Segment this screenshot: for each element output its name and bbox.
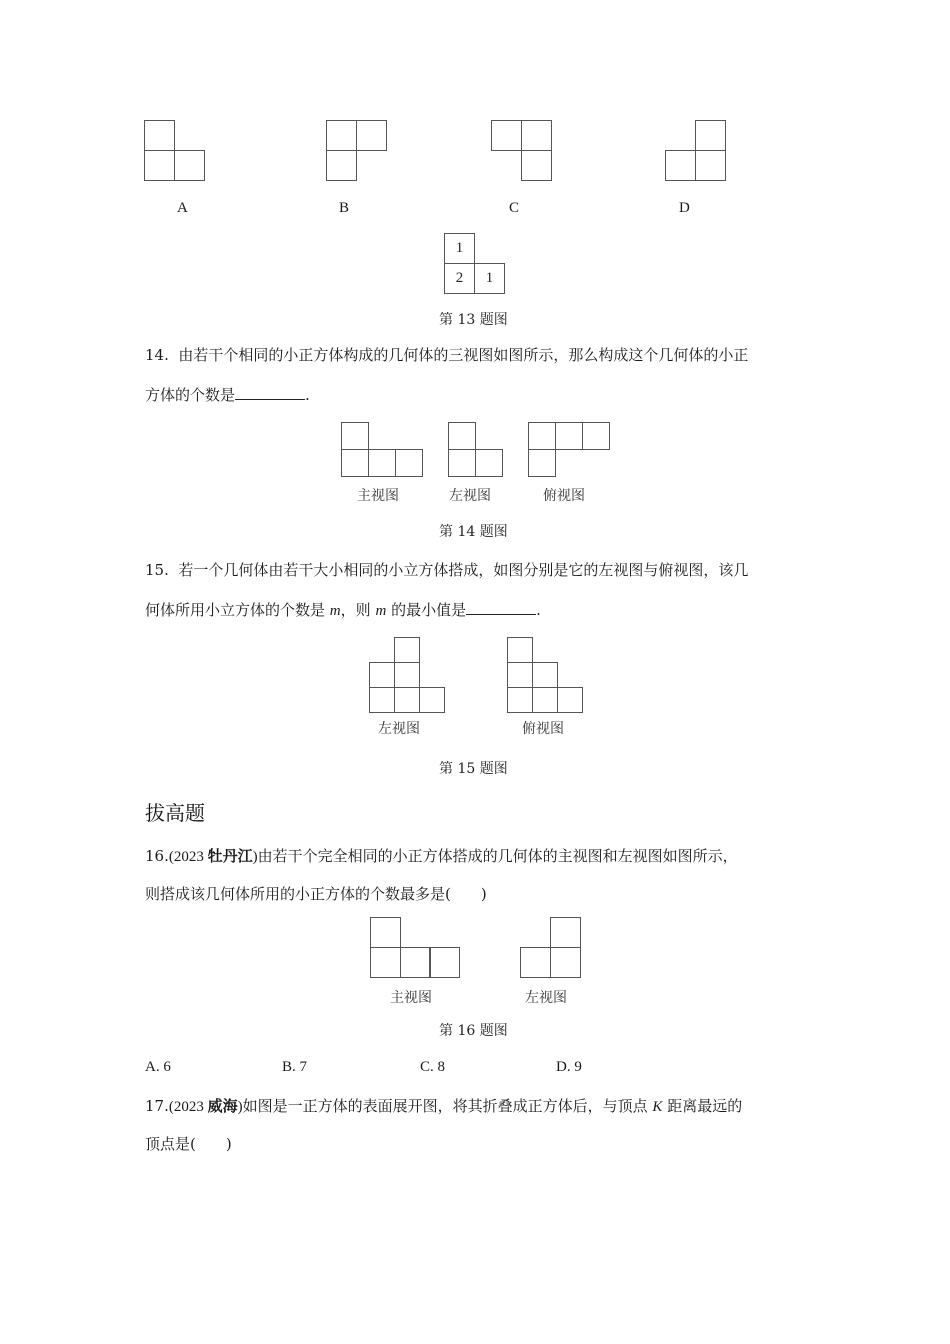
q16-front-view-label: 主视图 bbox=[390, 990, 432, 1006]
grid-cell bbox=[400, 947, 431, 978]
q17-stem-line1a: 如图是一正方体的表面展开图，将其折叠成正方体后，与顶点 bbox=[242, 1097, 648, 1115]
grid-cell bbox=[174, 150, 205, 181]
q13-figure-caption: 第 13 题图 bbox=[439, 312, 508, 328]
grid-cell bbox=[695, 120, 726, 151]
grid-cell bbox=[369, 687, 395, 713]
q17-source-open: (2023 bbox=[168, 1099, 208, 1115]
section-title: 拔高题 bbox=[145, 801, 205, 825]
grid-cell bbox=[665, 150, 696, 181]
q14-text-line1 bbox=[145, 345, 748, 365]
q17-source-place: 威海 bbox=[207, 1097, 238, 1115]
q17-variable-k: K bbox=[652, 1099, 663, 1115]
grid-cell bbox=[356, 120, 387, 151]
q14-stem-line2: 方体的个数是 bbox=[145, 386, 236, 404]
q17-stem-line1b: 距离最远的 bbox=[667, 1097, 743, 1115]
q14-number: 14. bbox=[145, 346, 169, 364]
q17-source-close: ) bbox=[237, 1099, 243, 1115]
grid-cell bbox=[507, 637, 533, 663]
q16-stem-line2: 则搭成该几何体所用的小正方体的个数最多是( bbox=[145, 885, 451, 903]
grid-cell bbox=[394, 637, 420, 663]
q14-figure-caption: 第 14 题图 bbox=[439, 524, 508, 540]
grid-cell bbox=[419, 687, 445, 713]
grid-cell bbox=[326, 150, 357, 181]
grid-cell bbox=[144, 120, 175, 151]
grid-cell bbox=[341, 422, 369, 450]
grid-cell bbox=[370, 917, 401, 948]
q15-left-view-label: 左视图 bbox=[378, 721, 420, 737]
q14-answer-blank[interactable] bbox=[235, 385, 305, 400]
q15-number: 15. bbox=[145, 561, 169, 579]
grid-cell bbox=[369, 662, 395, 688]
q13-option-b-label: B bbox=[339, 200, 350, 216]
q13-option-a-label: A bbox=[177, 200, 188, 216]
q15-period: . bbox=[536, 601, 541, 619]
q13-option-c-label: C bbox=[509, 200, 520, 216]
q15-top-view-label: 俯视图 bbox=[522, 721, 564, 737]
q16-choice-d[interactable]: D. 9 bbox=[556, 1059, 582, 1075]
grid-cell bbox=[550, 947, 581, 978]
numbered-cell: 1 bbox=[474, 263, 505, 294]
q14-text-line2 bbox=[145, 385, 310, 405]
grid-cell bbox=[395, 449, 423, 477]
q16-source-open: (2023 bbox=[168, 849, 208, 865]
grid-cell bbox=[557, 687, 583, 713]
q16-text-line1 bbox=[145, 846, 738, 867]
grid-cell bbox=[507, 687, 533, 713]
grid-cell bbox=[144, 150, 175, 181]
q15-text-line1 bbox=[145, 560, 748, 580]
q14-front-view-label: 主视图 bbox=[357, 488, 399, 504]
q16-choice-c[interactable]: C. 8 bbox=[420, 1059, 446, 1075]
grid-cell bbox=[341, 449, 369, 477]
q16-text-line2 bbox=[145, 884, 487, 904]
grid-cell bbox=[429, 947, 460, 978]
grid-cell bbox=[475, 449, 503, 477]
q15-stem-line2b: ，则 bbox=[340, 601, 371, 619]
grid-cell bbox=[368, 449, 396, 477]
grid-cell bbox=[448, 422, 476, 450]
q15-stem-line2c: 的最小值是 bbox=[391, 601, 467, 619]
q16-number: 16. bbox=[145, 847, 169, 865]
q15-stem-line2a: 何体所用小立方体的个数是 bbox=[145, 601, 326, 619]
q16-choice-a[interactable]: A. 6 bbox=[145, 1059, 171, 1075]
q16-source-place: 牡丹江 bbox=[207, 847, 253, 865]
q17-stem-line2: 顶点是( bbox=[145, 1135, 196, 1153]
grid-cell bbox=[326, 120, 357, 151]
q16-paren-close: ) bbox=[480, 885, 487, 903]
q15-variable-m: m bbox=[375, 603, 387, 619]
grid-cell bbox=[528, 422, 556, 450]
q16-left-view-label: 左视图 bbox=[525, 990, 567, 1006]
q15-text-line2 bbox=[145, 600, 541, 621]
grid-cell bbox=[521, 150, 552, 181]
grid-cell bbox=[582, 422, 610, 450]
q16-source-close: ) bbox=[252, 849, 258, 865]
grid-cell bbox=[532, 687, 558, 713]
grid-cell bbox=[695, 150, 726, 181]
grid-cell bbox=[550, 917, 581, 948]
q17-paren-close: ) bbox=[225, 1135, 232, 1153]
q14-top-view-label: 俯视图 bbox=[543, 488, 585, 504]
q16-figure-caption: 第 16 题图 bbox=[439, 1023, 508, 1039]
grid-cell bbox=[507, 662, 533, 688]
q15-answer-blank[interactable] bbox=[466, 600, 536, 615]
grid-cell bbox=[394, 662, 420, 688]
grid-cell bbox=[528, 449, 556, 477]
numbered-cell: 1 bbox=[444, 233, 475, 264]
q13-option-d-label: D bbox=[679, 200, 690, 216]
q15-figure-caption: 第 15 题图 bbox=[439, 761, 508, 777]
grid-cell bbox=[448, 449, 476, 477]
grid-cell bbox=[555, 422, 583, 450]
q15-stem-line1: 若一个几何体由若干大小相同的小立方体搭成，如图分别是它的左视图与俯视图，该几 bbox=[178, 561, 749, 579]
numbered-cell: 2 bbox=[444, 263, 475, 294]
q17-text-line1 bbox=[145, 1096, 742, 1117]
q16-stem-line1: 由若干个完全相同的小正方体搭成的几何体的主视图和左视图如图所示， bbox=[257, 847, 738, 865]
q14-period: . bbox=[305, 386, 310, 404]
q17-text-line2 bbox=[145, 1134, 232, 1154]
q14-left-view-label: 左视图 bbox=[449, 488, 491, 504]
q16-choice-b[interactable]: B. 7 bbox=[282, 1059, 308, 1075]
grid-cell bbox=[532, 662, 558, 688]
q15-variable-m: m bbox=[329, 603, 341, 619]
q14-stem-line1: 由若干个相同的小正方体构成的几何体的三视图如图所示，那么构成这个几何体的小正 bbox=[178, 346, 749, 364]
grid-cell bbox=[521, 120, 552, 151]
grid-cell bbox=[520, 947, 551, 978]
q17-number: 17. bbox=[145, 1097, 169, 1115]
grid-cell bbox=[370, 947, 401, 978]
grid-cell bbox=[491, 120, 522, 151]
grid-cell bbox=[394, 687, 420, 713]
